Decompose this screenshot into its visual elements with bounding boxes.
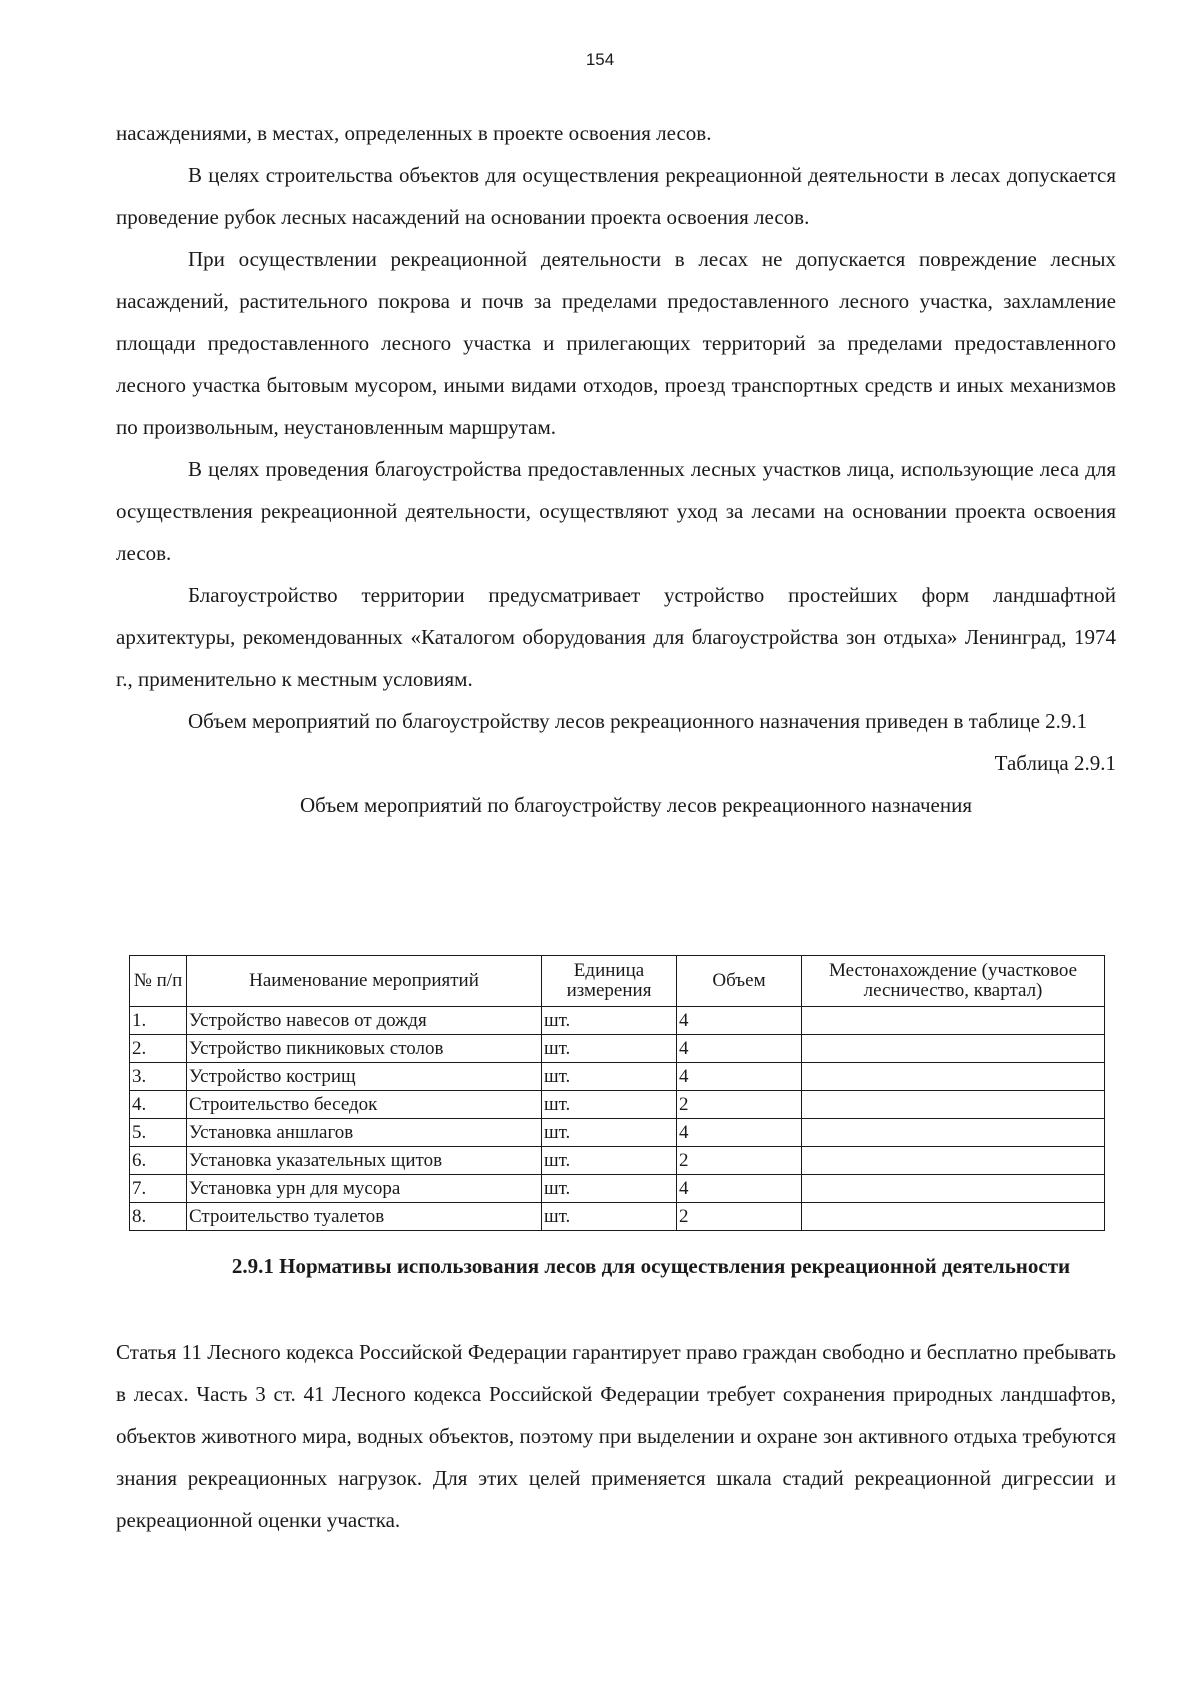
paragraph: В целях проведения благоустройства предоставленных лесных участков лица, использующие леса для осуществления рекреационной деятельности, осуществляют уход за лесами на основании проекта освоения лесов. — [116, 457, 1116, 565]
header-unit: Единица измерения — [542, 956, 677, 1007]
table-row — [130, 1203, 1105, 1231]
cell-volume: 4 — [677, 1119, 802, 1147]
cell-num: 3. — [130, 1063, 187, 1091]
cell-location — [802, 1063, 1105, 1091]
cell-name: Установка указательных щитов — [187, 1147, 542, 1175]
table-row — [130, 1063, 1105, 1091]
cell-unit: шт. — [542, 1147, 677, 1175]
cell-num: 7. — [130, 1175, 187, 1203]
cell-name: Устройство кострищ — [187, 1063, 542, 1091]
paragraph: В целях строительства объектов для осуществления рекреационной деятельности в лесах допускается проведение рубок лесных насаждений на основании проекта освоения лесов. — [116, 163, 1116, 229]
table-row — [130, 1035, 1105, 1063]
cell-volume: 2 — [677, 1203, 802, 1231]
cell-location — [802, 1147, 1105, 1175]
header-location: Местонахождение (участковое лесничество, квартал) — [802, 956, 1105, 1007]
table-row — [130, 1175, 1105, 1203]
cell-num: 6. — [130, 1147, 187, 1175]
cell-unit: шт. — [542, 1091, 677, 1119]
cell-unit: шт. — [542, 1203, 677, 1231]
cell-location — [802, 1119, 1105, 1147]
body-text — [116, 112, 1116, 826]
table-row — [130, 1147, 1105, 1175]
cell-num: 5. — [130, 1119, 187, 1147]
cell-location — [802, 1091, 1105, 1119]
cell-name: Установка урн для мусора — [187, 1175, 542, 1203]
cell-num: 1. — [130, 1007, 187, 1035]
cell-unit: шт. — [542, 1175, 677, 1203]
page-number: 154 — [585, 50, 615, 69]
table-row — [130, 1119, 1105, 1147]
cell-volume: 4 — [677, 1175, 802, 1203]
cell-unit: шт. — [542, 1007, 677, 1035]
cell-num: 8. — [130, 1203, 187, 1231]
cell-location — [802, 1203, 1105, 1231]
cell-volume: 2 — [677, 1091, 802, 1119]
cell-unit: шт. — [542, 1035, 677, 1063]
cell-volume: 4 — [677, 1007, 802, 1035]
cell-location — [802, 1175, 1105, 1203]
table-label: Таблица 2.9.1 — [994, 751, 1116, 775]
activities-table — [129, 955, 1105, 1231]
header-name: Наименование мероприятий — [187, 956, 542, 1007]
table-header-row — [130, 956, 1105, 1007]
cell-name: Строительство туалетов — [187, 1203, 542, 1231]
cell-unit: шт. — [542, 1063, 677, 1091]
paragraph: Благоустройство территории предусматривает устройство простейших форм ландшафтной архитектуры, рекомендованных «Каталогом оборудования для благоустройства зон отдыха» Ленинград, 1974 г., применительно к местным условиям. — [116, 583, 1116, 691]
cell-location — [802, 1035, 1105, 1063]
section-heading: 2.9.1 Нормативы использования лесов для осуществления рекреационной деятельности — [231, 1254, 1071, 1278]
cell-name: Установка аншлагов — [187, 1119, 542, 1147]
cell-name: Устройство навесов от дождя — [187, 1007, 542, 1035]
header-num: № п/п — [130, 956, 187, 1007]
cell-unit: шт. — [542, 1119, 677, 1147]
cell-location — [802, 1007, 1105, 1035]
cell-num: 4. — [130, 1091, 187, 1119]
paragraph: Статья 11 Лесного кодекса Российской Федерации гарантирует право граждан свободно и бесплатно пребывать в лесах. Часть 3 ст. 41 Лесного кодекса Российской Федерации требует сохранения природных ландшафтов, объектов животного мира, водных объектов, поэтому при выделении и охране зон активного отдыха требуются знания рекреационных нагрузок. Для этих целей применяется шкала стадий рекреационной дигрессии и рекреационной оценки участка. — [116, 1340, 1116, 1532]
cell-volume: 4 — [677, 1035, 802, 1063]
cell-volume: 4 — [677, 1063, 802, 1091]
table-title: Объем мероприятий по благоустройству лесов рекреационного назначения — [300, 793, 972, 817]
cell-num: 2. — [130, 1035, 187, 1063]
table-row — [130, 1091, 1105, 1119]
cell-volume: 2 — [677, 1147, 802, 1175]
cell-name: Строительство беседок — [187, 1091, 542, 1119]
table-row — [130, 1007, 1105, 1035]
paragraph: Объем мероприятий по благоустройству лесов рекреационного назначения приведен в таблице 2.9.1 — [188, 709, 1088, 733]
final-text — [116, 1331, 1116, 1541]
header-volume: Объем — [677, 956, 802, 1007]
paragraph: насаждениями, в местах, определенных в проекте освоения лесов. — [116, 121, 712, 145]
cell-name: Устройство пикниковых столов — [187, 1035, 542, 1063]
paragraph: При осуществлении рекреационной деятельности в лесах не допускается повреждение лесных насаждений, растительного покрова и почв за пределами предоставленного лесного участка, захламление площади предоставленного лесного участка и прилегающих территорий за пределами предоставленного лесного участка бытовым мусором, иными видами отходов, проезд транспортных средств и иных механизмов по произвольным, неустановленным маршрутам. — [116, 247, 1116, 439]
